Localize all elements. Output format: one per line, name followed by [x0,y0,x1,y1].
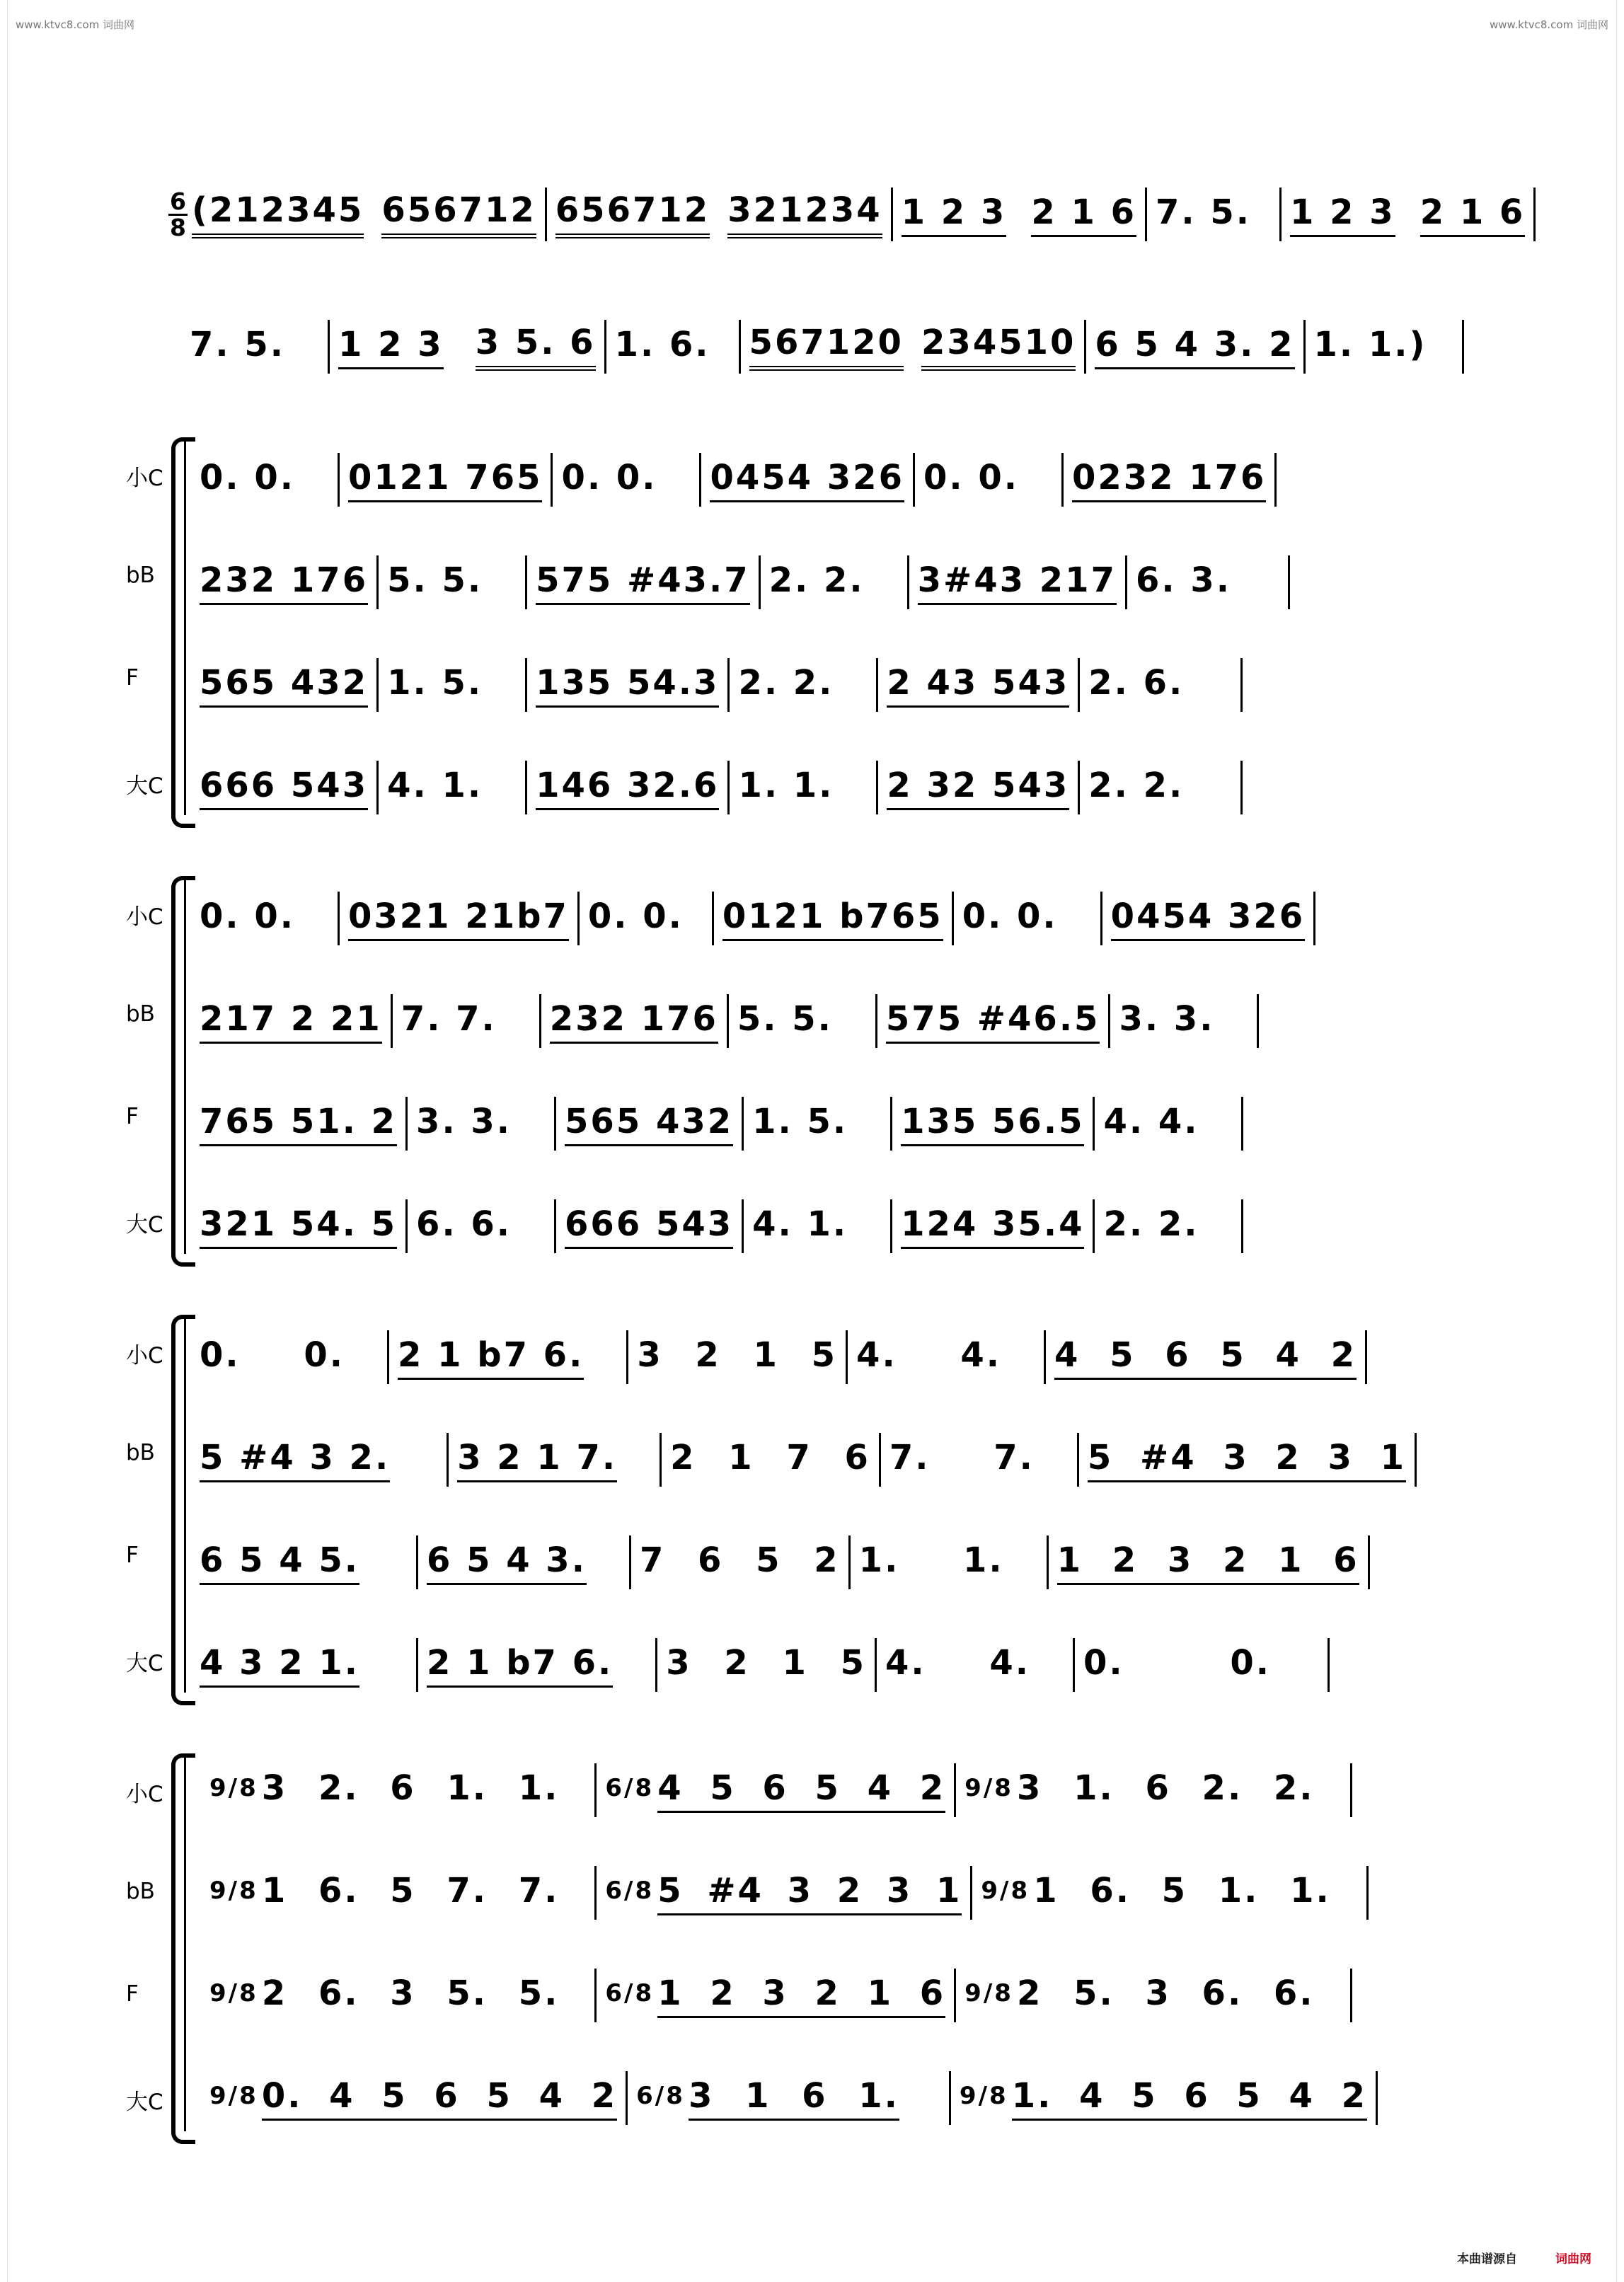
note-group: 656712 [555,190,710,238]
part-label: 小C [126,904,163,930]
note-group: 567120 [749,323,904,371]
note-group: 7. 7. [889,1437,1035,1477]
note-group: 2 6. 3 5. 5. [261,1973,560,2013]
time-signature: 6/8 [605,1876,655,1905]
note-group: 0121 765 [348,458,543,502]
note-group: 2 1 6 [1031,192,1136,237]
barline [1462,320,1464,374]
note-group: 1. 4 5 6 5 4 2 [1012,2076,1367,2121]
note-group: 1 2 3 [1290,192,1395,237]
barline [626,1330,628,1384]
note-group: 1. 1.) [1313,324,1427,364]
staff-row [200,453,1285,507]
barline [338,892,340,945]
barline [554,1199,556,1253]
time-signature: 9/8 [209,1876,258,1905]
part-label: 大C [126,2090,163,2115]
staff-row [209,1969,1361,2022]
note-group: 2. 2. [1088,765,1185,805]
barline [1368,1535,1370,1589]
barline [604,320,606,374]
barline [954,1969,956,2022]
note-group: 0. 0. [1083,1642,1271,1683]
barline [699,453,701,507]
left-margin-strip [0,0,8,2282]
time-signature: 9/8 [981,1876,1030,1905]
staff-row [200,1535,1378,1589]
note-group: 0454 326 [1111,897,1306,941]
barline [1279,188,1282,241]
time-signature: 9/8 [209,1978,258,2007]
barline [539,994,541,1048]
barline [594,1969,597,2022]
barline [525,555,527,609]
note-group: 6 5 4 5. [200,1540,359,1585]
note-group: 1 6. 5 1. 1. [1033,1870,1331,1911]
barline [1100,892,1102,945]
barline [551,453,553,507]
barline [1257,994,1259,1048]
barline [1303,320,1306,374]
note-group: 0. 4 5 6 5 4 2 [262,2076,617,2121]
note-group: 124 35.4 [901,1204,1084,1249]
barline [1084,320,1086,374]
note-group: 1 2 3 [902,192,1007,237]
note-group: 0. 0. [200,1335,345,1375]
note-group: 575 #43.7 [536,560,750,605]
time-signature: 9/8 [964,1773,1013,1802]
barline [1078,761,1080,814]
time-signature: 9/8 [964,1978,1013,2007]
barline [1044,1330,1046,1384]
note-group: 2. 6. [1088,662,1185,703]
barline [891,188,893,241]
barline [416,1535,418,1589]
barline [1328,1638,1330,1692]
barline [727,658,730,712]
note-group: 6. 6. [416,1204,512,1244]
system-brace [171,1753,195,2144]
note-group: 2 1 7 6 [670,1437,870,1477]
part-label: F [126,1104,139,1129]
note-group: 5. 5. [737,998,833,1039]
barline [1350,1969,1352,2022]
barline [759,555,761,609]
note-group: 2 5. 3 6. 6. [1016,1973,1315,2013]
part-label: 大C [126,773,163,799]
header-watermark-right: www.ktvc8.com 词曲网 [1489,18,1608,31]
barline [1061,453,1064,507]
barline [875,1638,877,1692]
intro-line-1 [168,188,1544,241]
note-group: 1. 1. [858,1540,1004,1580]
staff-row [200,1638,1338,1692]
barline [712,892,714,945]
note-group: 3. 3. [416,1101,512,1141]
time-signature: 6/8 [636,2081,685,2110]
barline [876,761,878,814]
barline [405,1097,408,1151]
note-group: 0. 0. [561,457,657,497]
staff-row [209,1866,1377,1920]
note-group: 2 32 543 [887,766,1069,810]
part-label: bB [126,563,155,588]
note-group: 234510 [921,323,1076,371]
barline [376,658,379,712]
staff-row [200,1433,1425,1487]
barline [577,892,580,945]
barline [594,1866,597,1920]
barline [391,994,393,1048]
barline [1366,1866,1369,1920]
note-group: 146 32.6 [536,766,719,810]
barline [554,1097,556,1151]
barline [328,320,330,374]
note-group: 0. 0. [200,457,295,497]
note-group: 3 2 1 5 [666,1642,867,1683]
staff-row [200,994,1267,1048]
note-group: 3 5. 6 [476,323,596,371]
note-group: 3 1 6 1. [689,2076,899,2121]
note-group: 1. 6. [614,324,710,364]
note-group: 7. 5. [1156,192,1251,232]
staff-row [200,892,1324,945]
footer-source: 本曲谱源自 [1457,2252,1517,2266]
barline [952,892,954,945]
barline [1350,1763,1352,1817]
barline [742,1097,744,1151]
note-group: 575 #46.5 [886,999,1100,1044]
note-group: 0121 b765 [722,897,943,941]
note-group: 321 54. 5 [200,1204,397,1249]
barline [1415,1433,1417,1487]
note-group: 666 543 [565,1204,733,1249]
note-group: 4. 1. [752,1204,848,1244]
note-group: 1 2 3 [338,325,444,369]
part-label: bB [126,1001,155,1027]
barline [879,1433,881,1487]
part-label: bB [126,1879,155,1904]
barline [875,994,877,1048]
time-signature: 6/8 [605,1978,655,2007]
barline [376,761,379,814]
time-signature: 9/8 [959,2081,1008,2110]
barline [890,1199,892,1253]
note-group: 1. 5. [387,662,483,703]
note-group: 6. 3. [1135,560,1231,600]
staff-row [200,1330,1376,1384]
barline [405,1199,408,1253]
note-group: 3#43 217 [918,560,1117,605]
note-group: 4. 4. [856,1335,1002,1375]
note-group: 232 176 [200,560,368,605]
barline [1078,658,1080,712]
barline [1077,1433,1079,1487]
barline [447,1433,449,1487]
note-group: 2 1 b7 6. [398,1335,584,1380]
note-group: 3 2 1 5 [637,1335,838,1375]
barline [727,761,730,814]
barline [890,1097,892,1151]
staff-row [200,761,1251,814]
barline [970,1866,972,1920]
barline [1241,1199,1243,1253]
barline [626,2071,628,2125]
barline [954,1763,956,1817]
barline [1240,658,1243,712]
barline [1093,1199,1095,1253]
note-group: 6 5 4 3. 2 [1095,325,1294,369]
barline [594,1763,597,1817]
note-group: 321234 [727,190,882,238]
staff-row [200,555,1298,609]
part-label: 小C [126,466,163,491]
barline [742,1199,744,1253]
note-group: 7 6 5 2 [639,1540,840,1580]
note-group: 4 3 2 1. [200,1643,359,1688]
note-group: 4. 4. [885,1642,1031,1683]
barline [660,1433,662,1487]
barline [525,658,527,712]
staff-row [209,1763,1361,1817]
barline [848,1535,851,1589]
barline [1365,1330,1367,1384]
note-group: 565 432 [200,663,368,708]
footer-credit [1457,2249,1591,2266]
system-brace [171,437,195,828]
part-label: F [126,1981,139,2007]
barline [1313,892,1315,945]
barline [1241,1097,1243,1151]
barline [1376,2071,1378,2125]
note-group: 2 1 b7 6. [427,1643,613,1688]
barline [1274,453,1277,507]
barline [376,555,379,609]
note-group: 4. 4. [1103,1101,1199,1141]
barline [629,1535,631,1589]
note-group: 1 2 3 2 1 6 [1057,1540,1359,1585]
note-group: 5 #4 3 2. [200,1438,390,1482]
barline [1533,188,1536,241]
barline [876,658,878,712]
note-group: 217 2 21 [200,999,382,1044]
note-group: 232 176 [550,999,718,1044]
note-group: 2 43 543 [887,663,1069,708]
header-watermark-left: www.ktvc8.com 词曲网 [16,18,135,31]
barline [1145,188,1147,241]
system-bracket-line [184,1758,186,2131]
staff-row [200,1199,1252,1253]
time-signature: $\frac{6}{8}$ [170,187,186,241]
part-label: F [126,1543,139,1568]
note-group: 0. 0. [923,457,1019,497]
system-brace [171,876,195,1267]
barline [1108,994,1110,1048]
part-label: 大C [126,1212,163,1238]
note-group: 1. 1. [738,765,834,805]
note-group: 656712 [381,190,536,238]
system-bracket-line [184,880,186,1254]
note-group: 2. 2. [738,662,834,703]
part-label: bB [126,1440,155,1465]
note-group: 7. 5. [190,324,285,364]
note-group: 3 2 1 7. [457,1438,617,1482]
barline [338,453,340,507]
time-signature: 9/8 [209,2081,258,2110]
system-brace [171,1315,195,1705]
note-group: 2 1 6 [1420,192,1526,237]
note-group: 666 543 [200,766,368,810]
barline [387,1330,389,1384]
note-group: 2. 2. [1103,1204,1199,1244]
barline [846,1330,848,1384]
note-group: 4 5 6 5 4 2 [1054,1335,1357,1380]
note-group: 0. 0. [587,896,684,936]
note-group: 5 #4 3 2 3 1 [1088,1438,1406,1482]
note-group: 1 6. 5 7. 7. [261,1870,560,1911]
barline [913,453,915,507]
note-group: 6 5 4 3. [427,1540,587,1585]
note-group: 0. 0. [962,896,1058,936]
note-group: 3 1. 6 2. 2. [1016,1768,1315,1808]
note-group: 5 #4 3 2 3 1 [657,1871,962,1915]
time-signature: 9/8 [209,1773,258,1802]
note-group: 4 5 6 5 4 2 [657,1768,945,1813]
barline [525,761,527,814]
staff-row [200,658,1251,712]
footer-site-link[interactable]: 词曲网 [1555,2252,1591,2266]
barline [416,1638,418,1692]
intro-line-2 [190,320,1473,374]
note-group: 0454 326 [710,458,904,502]
barline [1047,1535,1049,1589]
staff-row [209,2071,1386,2125]
barline [949,2071,951,2125]
system-bracket-line [184,1319,186,1693]
barline [1288,555,1290,609]
part-label: 大C [126,1651,163,1676]
right-margin-strip [1616,0,1624,2282]
part-label: 小C [126,1343,163,1368]
barline [655,1638,657,1692]
note-group: (212345 [192,190,364,238]
system-bracket-line [184,442,186,815]
barline [907,555,909,609]
note-group: 1 2 3 2 1 6 [657,1973,945,2018]
note-group: 3. 3. [1119,998,1215,1039]
note-group: 7. 7. [401,998,497,1039]
barline [739,320,741,374]
note-group: 1. 5. [752,1101,848,1141]
barline [1073,1638,1075,1692]
barline [727,994,729,1048]
note-group: 0232 176 [1072,458,1267,502]
staff-row [200,1097,1252,1151]
barline [1240,761,1243,814]
note-group: 765 51. 2 [200,1102,397,1146]
note-group: 0. 0. [200,896,295,936]
note-group: 4. 1. [387,765,483,805]
note-group: 135 54.3 [536,663,719,708]
note-group: 565 432 [565,1102,733,1146]
barline [1093,1097,1095,1151]
note-group: 0321 21b7 [348,897,569,941]
part-label: 小C [126,1782,163,1807]
note-group: 135 56.5 [901,1102,1084,1146]
note-group: 3 2. 6 1. 1. [261,1768,560,1808]
note-group: 5. 5. [387,560,483,600]
barline [545,188,547,241]
part-label: F [126,665,139,691]
note-group: 2. 2. [768,560,865,600]
barline [1125,555,1127,609]
time-signature: 6/8 [605,1773,655,1802]
